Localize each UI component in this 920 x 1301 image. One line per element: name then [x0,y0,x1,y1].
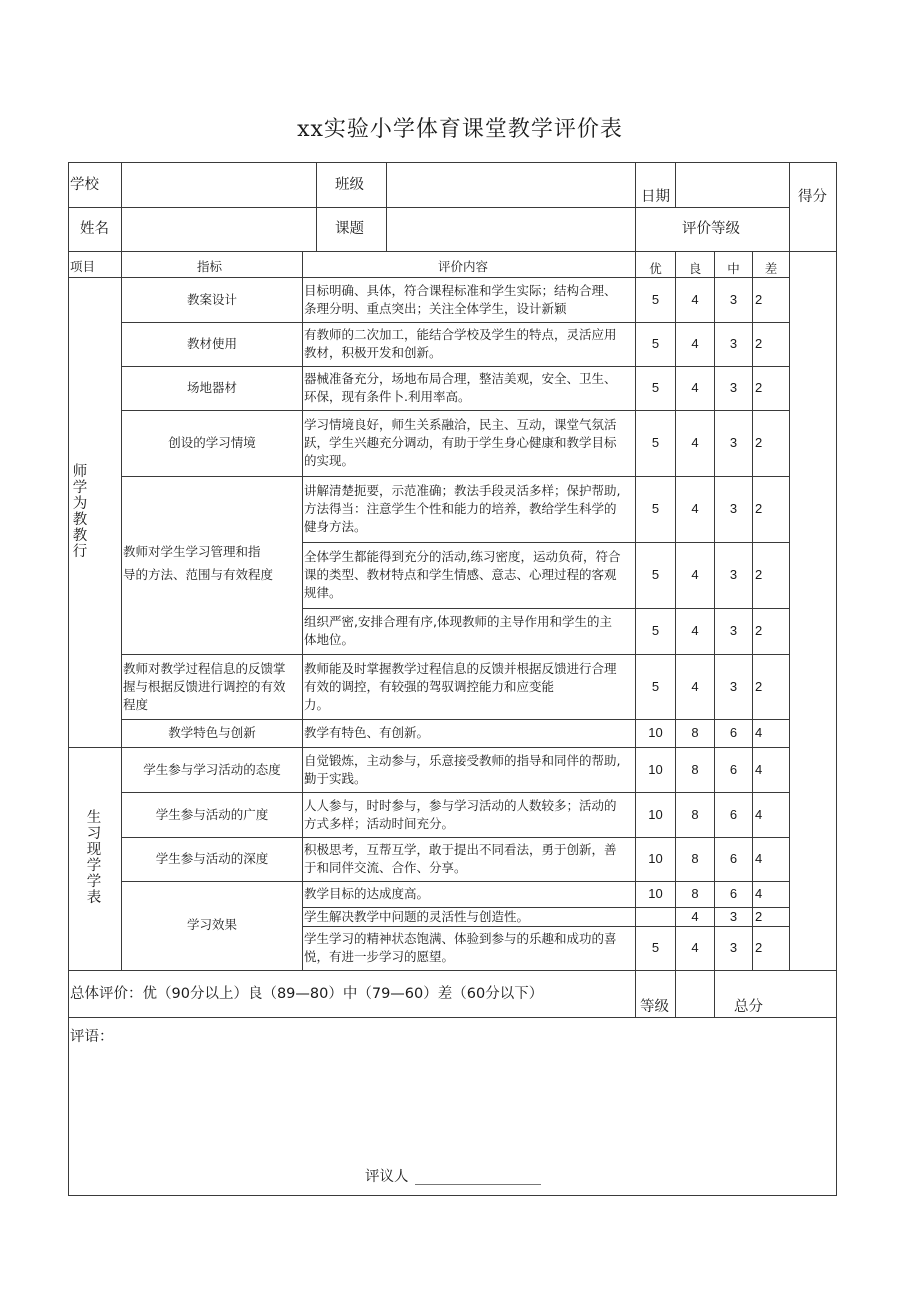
table-rule [121,792,789,793]
indicator-cell: 学生参与学习活动的态度 [143,761,281,777]
score-excellent: 10 [648,806,663,822]
score-excellent: 5 [651,567,660,582]
content-line: 健身方法。 [304,519,367,534]
score-poor: 2 [755,435,763,450]
summary-total-label: 总分 [734,999,763,1015]
score-poor: 2 [755,623,763,638]
score-medium: 3 [729,435,738,450]
content-line: 学习情境良好，师生关系融洽，民主、互动，课堂气氛活 [304,417,617,432]
score-good: 4 [691,678,699,694]
table-rule [121,410,789,411]
name-label: 姓名 [80,221,109,237]
table-rule [302,542,789,543]
col-item: 项目 [70,259,96,274]
table-rule [752,251,753,970]
score-good: 4 [691,567,699,582]
score-good: 4 [691,908,699,924]
score-medium: 3 [729,623,738,638]
score-poor: 2 [755,501,763,516]
table-rule [635,207,789,208]
score-excellent: 5 [651,435,660,450]
score-poor: 2 [755,567,763,582]
table-rule [68,162,69,1196]
score-medium: 6 [729,725,738,740]
content-line: 力。 [304,696,330,712]
score-medium: 6 [729,886,738,901]
score-medium: 3 [729,336,738,351]
class-label: 班级 [335,177,364,193]
score-excellent: 5 [651,623,660,638]
score-poor: 2 [755,336,763,351]
content-line: 全体学生都能得到充分的活动,练习密度，运动负荷，符合 [304,549,621,564]
score-poor: 4 [755,851,763,866]
indicator-cell: 教材使用 [186,336,237,351]
school-label: 学校 [70,177,99,193]
table-rule [121,837,789,838]
score-good: 8 [691,725,699,740]
score-medium: 3 [729,380,738,395]
overall-evaluation: 总体评价：优（90分以上）良（89—80）中（79—60）差（60分以下） [70,986,544,1002]
table-rule [68,970,837,971]
score-poor: 4 [755,806,763,822]
table-rule [789,162,790,971]
indicator-cell: 教学特色与创新 [168,725,256,740]
table-rule [316,162,317,251]
summary-grade-label: 等级 [640,999,669,1015]
content-line: 悦，有进一步学习的愿望。 [304,949,455,964]
table-rule [675,162,676,207]
content-line: 教学目标的达成度高。 [304,886,430,901]
content-line: 有效的调控，有较强的驾驭调控能力和应变能 [304,678,555,694]
score-poor: 4 [755,761,763,777]
score-excellent: 5 [651,380,660,395]
indicator-cell: 程度 [123,696,149,712]
reviewer-label: 评议人 [365,1169,409,1185]
table-rule [302,608,789,609]
table-rule [121,162,122,251]
score-good: 4 [691,291,699,307]
content-line: 课的类型、教材特点和学生情感、意志、心理过程的客观 [304,567,617,582]
table-rule [714,970,715,1017]
content-line: 于和同伴交流、合作、分享。 [304,860,467,875]
score-poor: 2 [755,380,763,395]
content-line: 器械准备充分，场地布局合理，整洁美观，安全、卫生、 [304,371,617,386]
score-excellent: 5 [651,291,660,307]
table-rule [121,366,789,367]
indicator-cell: 学生参与活动的深度 [155,851,269,866]
section-student-label: 生习现学学表 [86,810,102,906]
grade-level-label: 评价等级 [682,221,740,237]
indicator-learning-effect: 学习效果 [186,917,237,932]
content-line: 有教师的二次加工，能结合学校及学生的特点，灵活应用 [304,327,617,342]
score-good: 8 [691,806,699,822]
score-excellent: 10 [648,886,663,901]
score-good: 4 [691,380,699,395]
score-good: 4 [691,501,699,516]
col-medium: 中 [727,261,740,276]
score-excellent: 5 [651,678,660,694]
table-rule [121,881,789,882]
table-rule [68,1195,837,1196]
score-excellent: 10 [648,761,663,777]
score-medium: 3 [729,940,738,955]
score-excellent: 10 [648,851,663,866]
content-line: 方法得当：注意学生个性和能力的培养，教给学生科学的 [304,501,617,516]
table-rule [68,251,837,252]
score-medium: 3 [729,291,738,307]
score-poor: 4 [755,725,763,740]
content-line: 跃，学生兴趣充分调动，有助于学生身心健康和教学目标 [304,435,617,450]
table-rule [121,719,789,720]
indicator-guidance: 教师对学生学习管理和指 [123,544,261,559]
table-rule [121,322,789,323]
score-medium: 3 [729,501,738,516]
score-medium: 6 [729,806,738,822]
score-good: 4 [691,623,699,638]
content-line: 人人参与，时时参与，参与学习活动的人数较多；活动的 [304,797,617,813]
table-rule [68,747,789,748]
content-line: 环保，现有条件卜.利用率高。 [304,389,471,404]
col-content: 评价内容 [438,259,489,274]
score-excellent: 10 [648,725,663,740]
indicator-cell: 教师对教学过程信息的反馈掌 [123,660,286,676]
table-rule [836,162,837,1196]
score-poor: 2 [755,678,763,694]
comment-label: 评语： [70,1029,114,1045]
content-line: 的实现。 [304,453,355,468]
indicator-cell: 创设的学习情境 [168,435,256,450]
content-line: 目标明确、具体，符合课程标准和学生实际；结构合理、 [304,282,617,298]
score-medium: 3 [729,567,738,582]
score-good: 4 [691,940,699,955]
table-rule [302,926,789,927]
table-rule [121,251,122,277]
score-poor: 2 [755,291,763,307]
indicator-cell: 场地器材 [186,380,237,395]
topic-label: 课题 [335,221,364,237]
table-rule [302,251,303,970]
table-rule [386,162,387,251]
table-rule [635,162,636,251]
score-good: 8 [691,761,699,777]
score-label: 得分 [798,189,827,205]
indicator-cell: 教案设计 [186,291,237,307]
content-line: 自觉锻炼，主动参与，乐意接受教师的指导和同伴的帮助, [304,752,621,768]
table-rule [121,654,789,655]
reviewer-signature-line [415,1184,541,1185]
table-rule [121,476,789,477]
score-poor: 4 [755,886,763,901]
date-label: 日期 [641,189,670,205]
content-line: 积极思考，互帮互学，敢于提出不同看法，勇于创新，善 [304,842,617,857]
content-line: 规律。 [304,585,342,600]
content-line: 教学有特色、有创新。 [304,725,430,740]
content-line: 体地位。 [304,632,355,647]
page-title: xx实验小学体育课堂教学评价表 [297,117,623,142]
score-good: 4 [691,435,699,450]
content-line: 教材，积极开发和创新。 [304,345,442,360]
score-good: 8 [691,851,699,866]
content-line: 学生学习的精神状态饱满、体验到参与的乐趣和成功的喜 [304,931,617,946]
table-rule [68,162,837,163]
indicator-cell: 学生参与活动的广度 [155,806,269,822]
content-line: 教师能及时掌握教学过程信息的反馈并根据反馈进行合理 [304,660,617,676]
content-line: 条理分明、重点突出；关注全体学生，设计新颖 [304,300,567,316]
score-good: 8 [691,886,699,901]
indicator-cell: 握与根据反馈进行调控的有效 [123,678,286,694]
col-good: 良 [688,261,702,276]
table-rule [68,207,635,208]
table-rule [68,1017,837,1018]
score-excellent: 5 [651,501,660,516]
content-line: 组织严密,安排合理有序,体现教师的主导作用和学生的主 [304,614,612,629]
score-poor: 2 [755,908,763,924]
content-line: 学生解决教学中问题的灵活性与创造性。 [304,908,530,924]
content-line: 方式多样；活动时间充分。 [304,815,455,831]
score-excellent: 5 [651,940,660,955]
content-line: 讲解清楚扼要，示范准确；教法手段灵活多样；保护帮助, [304,483,621,498]
col-indicator: 指标 [197,259,223,274]
score-poor: 2 [755,940,763,955]
score-excellent: 5 [651,336,660,351]
col-excellent: 优 [649,261,662,276]
indicator-guidance: 导的方法、范围与有效程度 [123,567,274,582]
score-medium: 3 [729,678,738,694]
score-medium: 6 [729,851,738,866]
content-line: 勤于实践。 [304,770,367,786]
score-medium: 3 [729,908,738,924]
score-medium: 6 [729,761,738,777]
col-poor: 差 [764,261,778,276]
score-good: 4 [691,336,699,351]
section-teacher-label: 师学为教教行 [72,464,88,560]
